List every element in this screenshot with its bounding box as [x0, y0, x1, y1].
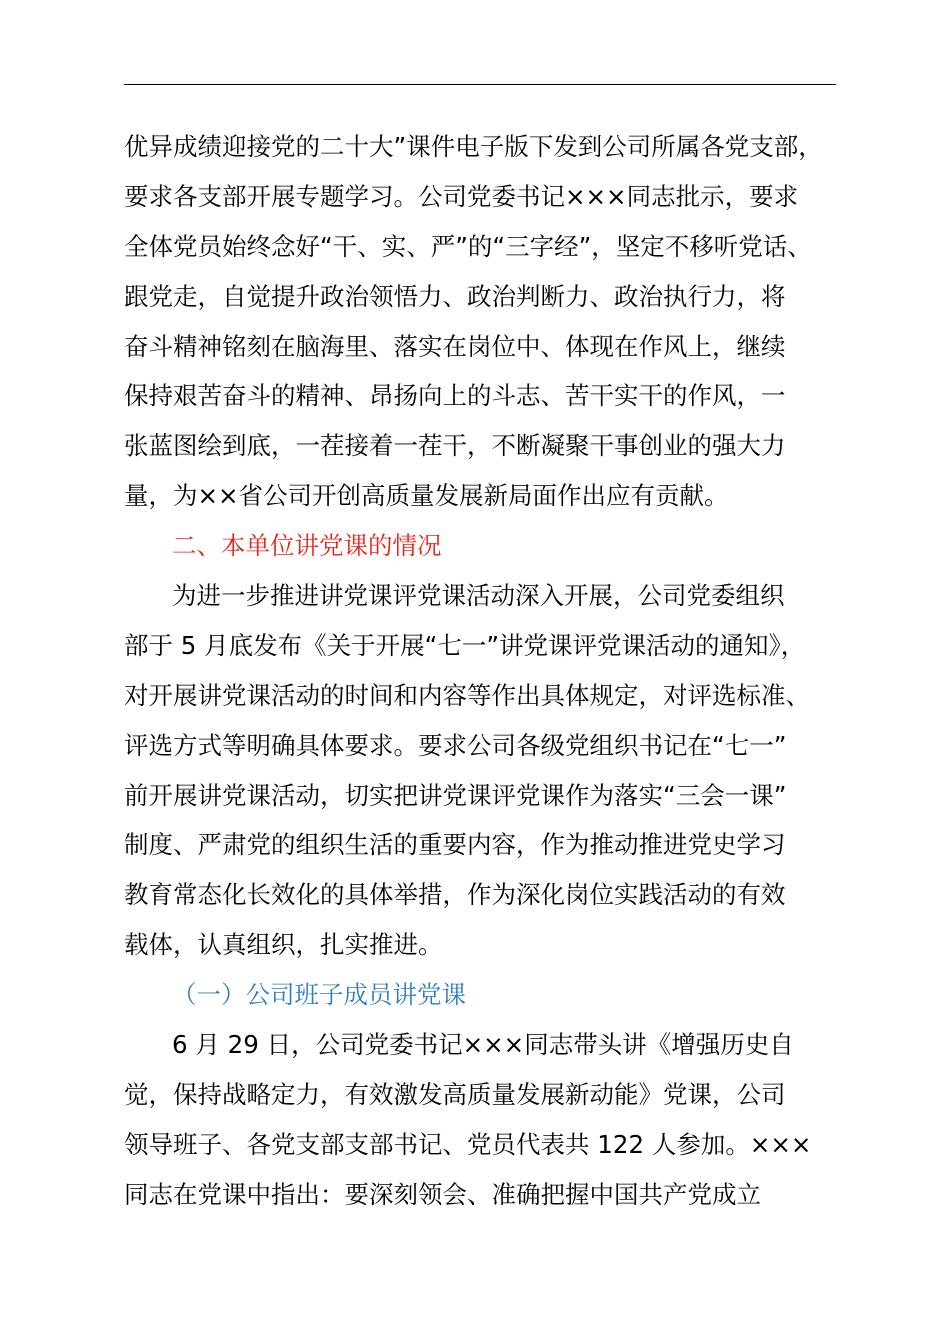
- body-line: 量，为××省公司开创高质量发展新局面作出应有贡献。: [124, 481, 729, 511]
- body-line: 前开展讲党课活动，切实把讲党课评党课作为落实“三会一课”: [124, 780, 787, 810]
- paragraph-first-line: 6 月 29 日，公司党委书记×××同志带头讲《增强历史自: [172, 1030, 794, 1060]
- body-line: 载体，认真组织，扎实推进。: [124, 930, 443, 960]
- body-line: 部于 5 月底发布《关于开展“七一”讲党课评党课活动的通知》，: [124, 630, 806, 660]
- body-line: 评选方式等明确具体要求。要求公司各级党组织书记在“七一”: [124, 730, 787, 760]
- body-line: 优异成绩迎接党的二十大”课件电子版下发到公司所属各党支部，: [124, 132, 823, 161]
- body-line: 觉，保持战略定力，有效激发高质量发展新动能》党课，公司: [124, 1079, 786, 1109]
- body-line: 教育常态化长效化的具体举措，作为深化岗位实践活动的有效: [124, 880, 786, 910]
- body-line: 同志在党课中指出：要深刻领会、准确把握中国共产党成立: [124, 1179, 761, 1209]
- body-line: 对开展讲党课活动的时间和内容等作出具体规定，对评选标准、: [124, 680, 810, 710]
- body-line: 领导班子、各党支部支部书记、党员代表共 122 人参加。×××: [124, 1129, 812, 1159]
- body-line: 保持艰苦奋斗的精神、昂扬向上的斗志、苦干实干的作风，一: [124, 381, 786, 411]
- body-line: 全体党员始终念好“干、实、严”的“三字经”，坚定不移听党话、: [124, 231, 812, 261]
- subsection-heading: （一）公司班子成员讲党课: [172, 980, 466, 1010]
- body-line: 制度、严肃党的组织生活的重要内容，作为推动推进党史学习: [124, 830, 786, 860]
- body-line: 奋斗精神铭刻在脑海里、落实在岗位中、体现在作风上，继续: [124, 331, 786, 361]
- section-heading: 二、本单位讲党课的情况: [172, 531, 442, 561]
- paragraph-first-line: 为进一步推进讲党课评党课活动深入开展，公司党委组织: [172, 581, 785, 611]
- body-line: 张蓝图绘到底，一茬接着一茬干，不断凝聚干事创业的强大力: [124, 431, 786, 461]
- document-body: [124, 122, 842, 1220]
- header-rule: [124, 84, 836, 85]
- body-line: 跟党走，自觉提升政治领悟力、政治判断力、政治执行力，将: [124, 281, 786, 311]
- body-line: 要求各支部开展专题学习。公司党委书记×××同志批示，要求: [124, 181, 799, 211]
